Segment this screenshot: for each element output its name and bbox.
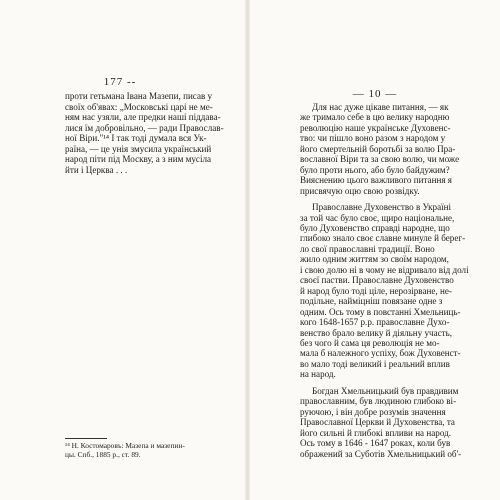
- text-line: було проти нього, або було байдужим?: [300, 164, 450, 175]
- text-line: було Духовенство справді народне, що: [300, 222, 450, 233]
- text-line: проти гетьмана Івана Мазепи, писав у: [65, 91, 213, 101]
- text-line: одним. Ось тому в повстанні Хмельниць-: [300, 306, 461, 317]
- text-line: кого 1648-1657 р.р. православне Духо-: [300, 317, 450, 328]
- footnote-line: цы. Спб., 1885 р., ст. 89.: [65, 450, 141, 460]
- text-line: присвячую оцю свою розвідку.: [300, 185, 420, 196]
- text-line: вославної Віри та за свою волю, чи може: [300, 154, 460, 165]
- text-line: ло свої православні традиції. Воно: [300, 243, 435, 254]
- text-line: ної Віри."¹⁴ І так тоді думала вся Ук-: [65, 133, 207, 144]
- right-page-body: [300, 102, 490, 459]
- right-page: [250, 0, 500, 500]
- left-page-number: 177 --: [103, 76, 137, 88]
- text-line: подільне, найміцніш повязане одне з: [300, 296, 443, 307]
- paragraph: [300, 202, 490, 380]
- text-line: і свою долю ні в чому не відривало від долі: [300, 264, 469, 275]
- text-line: своїх об'явах: „Московські царі не ме-: [65, 101, 213, 112]
- text-line: Богдан Хмельницький був правдивим: [312, 385, 459, 396]
- text-line: во мало тоді великий і реальний вплив: [300, 358, 450, 369]
- text-line: своєї пастви. Православне Духовенство: [300, 275, 454, 286]
- text-line: глибоко знало своє славне минуле й берег-: [300, 233, 466, 244]
- text-line: йти і Церква . . .: [65, 164, 128, 175]
- left-page-body: [65, 91, 245, 175]
- text-line: венство брало велику й діяльну участь,: [300, 327, 453, 338]
- left-page: [0, 0, 245, 500]
- text-line: й народ було тоді ціле, нерозірване, не-: [300, 285, 452, 296]
- text-line: його сильні й глибокі впливи на народ.: [300, 427, 452, 438]
- text-line: жило одним життям зо своїм народом,: [300, 254, 449, 265]
- text-line: за той час було своє, щиро національне,: [300, 212, 455, 223]
- text-line: Православне Духовенство в Україні: [312, 202, 452, 213]
- text-line: Вияснению цього важливого питання я: [300, 175, 452, 186]
- text-line: його смертельній боротьбі за волю Пра-: [300, 143, 456, 154]
- text-line: лися їм добровільно, — ради Православ-: [65, 122, 224, 133]
- paragraph: [300, 386, 490, 459]
- text-line: на народ.: [300, 369, 336, 380]
- text-line: руючою, і він добре розумів значення: [300, 406, 446, 417]
- footnote-rule: [65, 438, 107, 439]
- footnote: [65, 441, 245, 460]
- text-line: православним, був людиною глибоко ві-: [300, 396, 457, 407]
- text-line: тво: чи пішло воно разом з народом у: [300, 133, 446, 144]
- text-line: ням нас узяли, але предки наші піддава-: [65, 112, 221, 123]
- text-line: народ піти під Москву, а з ним мусіла: [65, 154, 212, 165]
- paragraph: [300, 102, 490, 196]
- text-line: Для нас дуже цікаве питання, — як: [312, 102, 449, 112]
- text-line: революцію наше українське Духовенс-: [300, 122, 451, 133]
- footnote-line: ¹⁴ Н. Костомаровъ: Мазепа и мазепин-: [65, 441, 185, 450]
- text-line: же тримало себе в цю велику народню: [300, 112, 450, 123]
- text-line: мала б належного успіху, бож Духовенст-: [300, 348, 461, 359]
- right-page-number: — 10 —: [352, 88, 398, 100]
- text-line: раїна, — це унія змусила український: [65, 143, 212, 154]
- text-line: Православної Церкви й Духовенства, та: [300, 417, 455, 428]
- text-line: без чого й сама ця революція не мо-: [300, 337, 440, 348]
- text-line: Ось тому в 1646 - 1647 роках, коли був: [300, 438, 451, 449]
- text-line: ображений за Суботів Хмельницький об'-: [300, 448, 462, 459]
